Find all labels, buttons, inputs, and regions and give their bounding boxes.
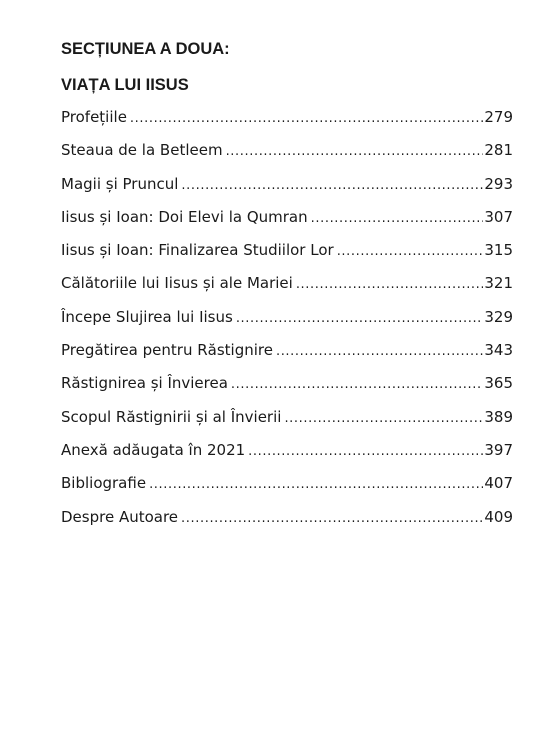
toc-dot-leader (181, 176, 483, 196)
toc-entry-page: 389 (484, 407, 513, 426)
toc-entry-page: 279 (484, 108, 513, 126)
toc-entry-title: Pregătirea pentru Răstignire (61, 341, 273, 360)
toc-dot-leader (284, 409, 483, 429)
toc-entry-title: Călătoriile lui Iisus și ale Mariei (61, 274, 293, 293)
toc-dot-leader (130, 109, 483, 129)
toc-entry-title: Scopul Răstignirii și al Învierii (61, 407, 282, 426)
toc-entry[interactable] (61, 107, 513, 140)
toc-entry[interactable] (61, 307, 513, 340)
toc-entry[interactable] (61, 340, 513, 373)
toc-entry-title: Răstignirea și Învierea (61, 374, 228, 393)
toc-entry-title: Profețiile (61, 108, 127, 126)
toc-entry-page: 293 (484, 174, 513, 193)
toc-entry[interactable] (61, 440, 513, 473)
toc-dot-leader (276, 342, 483, 362)
toc-entry[interactable] (61, 407, 513, 440)
toc-entry-title: Bibliografie (61, 474, 147, 493)
toc-entry[interactable] (61, 373, 513, 406)
table-of-contents (61, 107, 513, 540)
toc-entry-title: Steaua de la Betleem (61, 141, 223, 160)
toc-dot-leader (236, 309, 484, 329)
toc-entry[interactable] (61, 174, 513, 207)
toc-dot-leader (337, 242, 484, 262)
toc-entry-page: 365 (484, 374, 513, 393)
toc-entry-title: Anexă adăugata în 2021 (61, 440, 246, 459)
toc-dot-leader (296, 275, 484, 295)
toc-entry[interactable] (61, 507, 513, 540)
toc-entry-title: Iisus și Ioan: Finalizarea Studiilor Lor (61, 241, 334, 260)
toc-entry[interactable] (61, 473, 513, 506)
toc-entry-page: 321 (484, 274, 513, 293)
toc-entry-page: 307 (484, 207, 513, 226)
toc-entry-title: Despre Autoare (61, 507, 179, 526)
toc-page (61, 36, 513, 540)
toc-entry[interactable] (61, 273, 513, 306)
toc-entry[interactable] (61, 240, 513, 273)
toc-dot-leader (226, 142, 484, 162)
toc-dot-leader (248, 442, 483, 462)
toc-entry[interactable] (61, 140, 513, 173)
toc-dot-leader (181, 509, 483, 529)
toc-dot-leader (311, 209, 484, 229)
section-label: SECȚIUNEA A DOUA: (61, 40, 230, 58)
toc-entry-title: Începe Slujirea lui Iisus (61, 307, 233, 326)
toc-entry-page: 343 (484, 341, 513, 360)
toc-entry-page: 409 (484, 507, 513, 526)
section-title: VIAȚA LUI IISUS (61, 76, 189, 94)
toc-entry-page: 329 (484, 307, 513, 326)
toc-entry-title: Magii și Pruncul (61, 174, 179, 193)
toc-entry-page: 281 (484, 141, 513, 160)
toc-entry-page: 315 (484, 241, 513, 260)
toc-dot-leader (149, 475, 483, 495)
toc-entry[interactable] (61, 207, 513, 240)
toc-dot-leader (231, 375, 483, 395)
toc-entry-page: 407 (484, 474, 513, 493)
toc-entry-page: 397 (484, 440, 513, 459)
toc-entry-title: Iisus și Ioan: Doi Elevi la Qumran (61, 207, 308, 226)
